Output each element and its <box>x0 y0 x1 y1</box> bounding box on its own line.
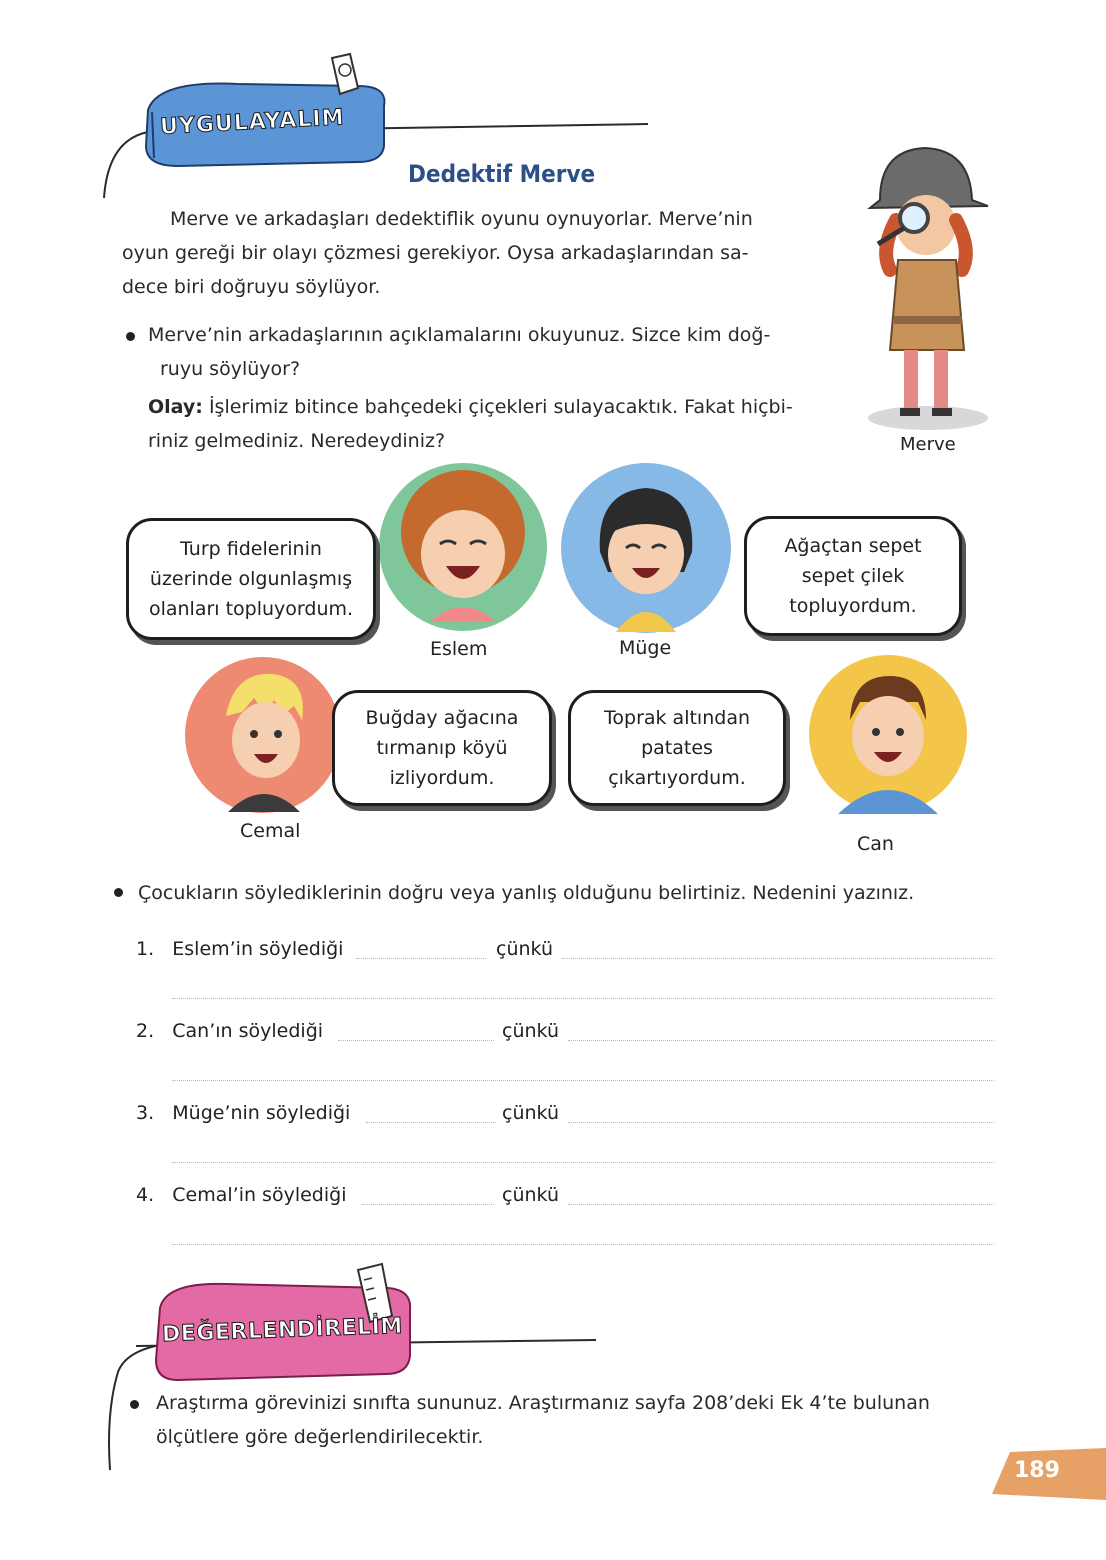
can-line-2: patates <box>641 737 713 759</box>
because-3: çünkü <box>502 1102 559 1124</box>
eslem-line-2: üzerinde olgunlaşmış <box>149 568 353 590</box>
event-line-1-text: İşlerimiz bitince bahçedeki çiçekleri sulayacaktık. Fakat hiçbi- <box>208 396 793 418</box>
cemal-line-1: Buğday ağacına <box>365 707 519 729</box>
question-2 <box>136 1020 323 1042</box>
page-number: 189 <box>1014 1458 1060 1483</box>
because-2: çünkü <box>502 1020 559 1042</box>
muge-line-3: topluyordum. <box>789 595 917 617</box>
answer-3-verdict-line[interactable] <box>366 1122 496 1123</box>
merve-name: Merve <box>900 434 956 455</box>
evaluation-text <box>156 1386 1016 1454</box>
question-4-number: 4. <box>136 1184 155 1206</box>
bullet-dot <box>126 332 135 341</box>
eslem-line-3: olanları topluyordum. <box>148 598 354 620</box>
banner-degerlendirelim-title: DEĞERLENDİRELİM <box>161 1313 404 1348</box>
answer-1-extra-line[interactable] <box>172 998 994 999</box>
muge-avatar <box>560 462 732 634</box>
intro-line-3: dece biri doğruyu söylüyor. <box>122 276 381 298</box>
can-name: Can <box>857 833 894 855</box>
can-speech-bubble <box>568 690 786 806</box>
answer-2-verdict-line[interactable] <box>338 1040 494 1041</box>
answer-4-verdict-line[interactable] <box>362 1204 494 1205</box>
question-1-number: 1. <box>136 938 155 960</box>
eslem-line-1: Turp fidelerinin <box>180 538 322 560</box>
intro-line-1: Merve ve arkadaşları dedektiflik oyunu oynuyorlar. Merve’nin <box>170 208 753 230</box>
question-1-label: Eslem’in söylediği <box>172 938 344 960</box>
task-line-1: Merve’nin arkadaşlarının açıklamalarını okuyunuz. Sizce kim doğ- <box>148 324 771 346</box>
muge-name: Müge <box>619 637 672 659</box>
can-line-1: Toprak altından <box>604 707 750 729</box>
bullet-dot <box>114 888 123 897</box>
cemal-avatar <box>184 656 342 814</box>
question-3 <box>136 1102 350 1124</box>
answer-2-extra-line[interactable] <box>172 1080 994 1081</box>
event-text <box>148 390 848 458</box>
cemal-line-3: izliyordum. <box>389 767 495 789</box>
event-line-2: riniz gelmediniz. Neredeydiniz? <box>148 430 446 452</box>
evaluation-line-2: ölçütlere göre değerlendirilecektir. <box>156 1426 484 1448</box>
question-4 <box>136 1184 346 1206</box>
story-intro <box>122 202 822 304</box>
because-4: çünkü <box>502 1184 559 1206</box>
cemal-speech-bubble <box>332 690 552 806</box>
questions-instruction: Çocukların söylediklerinin doğru veya yanlış olduğunu belirtiniz. Nedenini yazınız. <box>138 882 915 904</box>
eslem-name: Eslem <box>430 638 488 660</box>
answer-4-reason-line[interactable] <box>568 1204 994 1205</box>
answer-1-reason-line[interactable] <box>562 958 994 959</box>
intro-line-2: oyun gereği bir olayı çözmesi gerekiyor. Oysa arkadaşlarından sa- <box>122 242 749 264</box>
merve-illustration <box>860 130 1000 430</box>
question-4-label: Cemal’in söylediği <box>172 1184 347 1206</box>
muge-line-1: Ağaçtan sepet <box>784 535 922 557</box>
can-avatar <box>808 654 968 814</box>
question-2-number: 2. <box>136 1020 155 1042</box>
question-2-label: Can’ın söylediği <box>172 1020 324 1042</box>
story-heading: Dedektif Merve <box>408 160 596 188</box>
question-3-number: 3. <box>136 1102 155 1124</box>
answer-3-extra-line[interactable] <box>172 1162 994 1163</box>
task-text <box>148 318 828 386</box>
eslem-avatar <box>378 462 548 632</box>
cemal-line-2: tırmanıp köyü <box>376 737 508 759</box>
question-3-label: Müge’nin söylediği <box>172 1102 351 1124</box>
task-line-2: ruyu söylüyor? <box>160 358 301 380</box>
banner-uygulayalim-title: UYGULAYALIM <box>159 105 346 140</box>
answer-1-verdict-line[interactable] <box>356 958 486 959</box>
can-line-3: çıkartıyordum. <box>608 767 746 789</box>
cemal-name: Cemal <box>240 820 301 842</box>
evaluation-line-1: Araştırma görevinizi sınıfta sununuz. Araştırmanız sayfa 208’deki Ek 4’te bulunan <box>156 1392 930 1414</box>
answer-2-reason-line[interactable] <box>568 1040 994 1041</box>
event-line-1 <box>148 390 848 424</box>
because-1: çünkü <box>496 938 553 960</box>
muge-line-2: sepet çilek <box>801 565 905 587</box>
answer-3-reason-line[interactable] <box>568 1122 994 1123</box>
event-label: Olay: <box>148 396 203 418</box>
answer-4-extra-line[interactable] <box>172 1244 994 1245</box>
eslem-speech-bubble <box>126 518 376 640</box>
question-1 <box>136 938 343 960</box>
bullet-dot <box>130 1400 139 1409</box>
muge-speech-bubble <box>744 516 962 636</box>
